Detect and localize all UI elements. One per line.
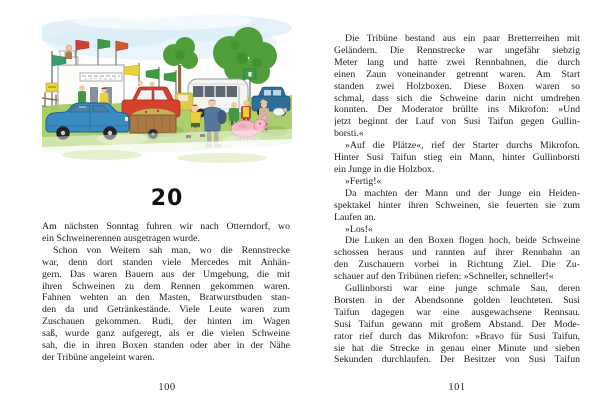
- text-line: Da machten der Mann und der Junge ein Heiden-: [345, 187, 580, 199]
- text-line: Die Tribüne bestand aus ein paar Bretterreihen mit: [345, 33, 580, 44]
- text-line: Borsten in der Abendsonne golden leuchteten. Susi: [334, 294, 580, 306]
- right-page-text: [334, 33, 580, 366]
- text-line: war, denn dort standen viele Mercedes mit Anhän-: [42, 256, 290, 268]
- text-line: Susi Taifun gewann mit großem Abstand. Der Mode-: [334, 318, 580, 330]
- text-line: jetzt beginnt der Lauf von Susi Taifun gegen Gullin-: [334, 116, 580, 128]
- text-line: Laufen an.: [334, 211, 376, 223]
- text-line: sie hat die Strecke in genau einer Minute und sieben: [334, 342, 580, 354]
- text-line: gern. Das waren Bauern aus der Umgebung, die mit: [42, 268, 290, 280]
- paragraph: [334, 283, 580, 366]
- text-line: den Zuschauern vorbei in Richtung Ziel. Die Zu-: [334, 259, 580, 271]
- grass-fade: [42, 129, 292, 185]
- text-line: standen zwei Holzboxen. Diese Boxen waren so: [334, 80, 580, 92]
- page-number-left: 100: [158, 382, 176, 393]
- paragraph: [42, 221, 290, 245]
- text-line: spektakel hinter ihren Schweinen, sie feuerten sie zum: [334, 199, 580, 211]
- text-line: einen Zaun voneinander getrennt waren. Am Start: [334, 68, 580, 80]
- text-line: den da und Getränkestände. Viele Leute waren zum: [42, 304, 290, 316]
- text-line: »Auf die Plätze«, rief der Starter durchs Mikrofon.: [345, 140, 580, 152]
- left-page-text: [42, 221, 290, 364]
- text-line: sah, die in ihren Boxen standen oder aber in der Nähe: [42, 340, 290, 352]
- text-line: rator rief durch das Mikrofon: »Bravo für Susi Taifun,: [334, 330, 580, 342]
- text-line: ein Schweinerennen ausgetragen wurde.: [42, 232, 200, 244]
- text-line: borsti.«: [334, 128, 364, 140]
- paragraph: [334, 224, 580, 236]
- page-left: [42, 0, 292, 418]
- paragraph: [42, 245, 290, 364]
- text-line: Gullinborsti war eine junge schmale Sau, deren: [345, 283, 580, 295]
- chapter-number: 20: [150, 186, 184, 211]
- text-line: konnten. Der Moderator brüllte ins Mikrofon: »Und: [334, 104, 580, 116]
- text-line: schmal, dass sich die Schweine darin nicht umdrehen: [334, 92, 580, 104]
- page-right: [334, 0, 580, 418]
- text-line: Die Luken an den Boxen flogen hoch, beide Schweine: [345, 235, 580, 247]
- paragraph: [334, 140, 580, 176]
- text-line: Am nächsten Sonntag fuhren wir nach Otterndorf, wo: [42, 221, 290, 232]
- text-line: Fahnen wehten an den Masten, Bratwurstbuden stan-: [42, 292, 290, 304]
- paragraph: [334, 176, 580, 188]
- paragraph: [334, 188, 580, 224]
- text-line: Geländern. Die Rennstrecke war ungefähr siebzig: [334, 44, 580, 56]
- text-line: Meter lang und hatte zwei Rennbahnen, die durch: [334, 56, 580, 68]
- text-line: ein Junge in die Holzbox.: [334, 163, 435, 175]
- text-line: ihren Schweinen zu dem Rennen gekommen waren.: [42, 280, 290, 292]
- page-number-right: 101: [448, 382, 466, 393]
- text-line: Sekunden durchlaufen. Der Besitzer von Susi Taifun: [334, 354, 580, 366]
- paragraph: [334, 235, 580, 283]
- text-line: Zuschauen gekommen. Rudi, der hinten im Wagen: [42, 316, 290, 328]
- chapter-illustration: [42, 13, 292, 185]
- paragraph: [334, 33, 580, 140]
- text-line: schossen heraus und rannten auf ihrer Rennbahn an: [334, 247, 580, 259]
- text-line: Schon von Weitem sah man, wo die Rennstrecke: [53, 244, 290, 256]
- text-line: schauer auf den Tribünen riefen: »Schneller, schneller!«: [334, 271, 554, 283]
- text-line: »Fertig!«: [345, 175, 382, 187]
- text-line: saß, wurde ganz aufgeregt, als er die vielen Schweine: [42, 328, 290, 340]
- text-line: »Los!«: [345, 223, 373, 235]
- text-line: Taifun dagegen war eine ausgewachsene Rennsau.: [334, 306, 580, 318]
- text-line: Hinter Susi Taifun stieg ein Mann, hinter Gullinborsti: [334, 152, 580, 164]
- text-line: der Tribüne angeleint waren.: [42, 351, 155, 363]
